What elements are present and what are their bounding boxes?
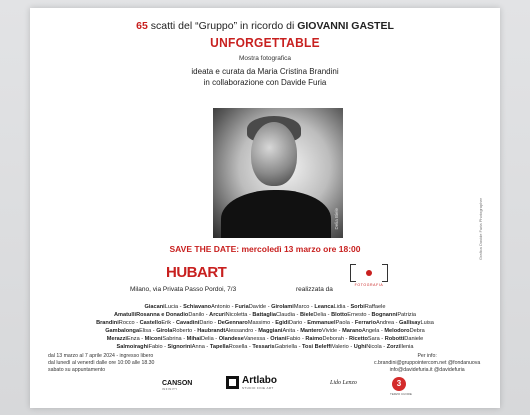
exhibition-dates [48, 353, 154, 374]
photographer-name: SignoriniAnna [167, 344, 205, 351]
photographer-name: Tosi BeleffiValerio [302, 344, 349, 351]
photographer-name: ManteroVivide [300, 328, 338, 335]
photographer-name: MelodoroDebra [384, 328, 425, 335]
photographer-name: FuriaDavide [235, 304, 267, 310]
photographer-name: GiacaniLucia [144, 304, 179, 310]
names-row: GiacaniLucia - SchiavanoAntonio - FuriaDavide - GirolamiMarco - LeancaLidia - SorbiRaffaele [144, 304, 386, 310]
realizzata-label: realizzata da [296, 286, 333, 293]
names-row: MerazziEnza - MiconiSabrina - MihaiDelia - OlandeseVanessa - OrianiFabio - RaimoDeborah - RicettoSara - RobottiDaniele [106, 336, 424, 343]
photographer-name: GambalongaElisa [105, 328, 152, 335]
photographer-name: EgidiDario [275, 320, 303, 327]
dates-line-3: sabato su appuntamento [48, 367, 106, 373]
photographer-name: LeancaLidia [314, 304, 346, 310]
portrait-photo [213, 108, 343, 238]
photographer-name: RaimoDeborah [305, 336, 344, 343]
curator-line: ideata e curata da Maria Cristina Brandini [191, 67, 339, 76]
title-middle: scatti del “Gruppo” in ricordo di [147, 20, 298, 32]
artlabo-mark-icon [226, 376, 239, 389]
photographer-name: FerrarioAndrea [354, 320, 395, 327]
photographer-name: MiconiSabrina [144, 336, 182, 343]
photographer-name: GirolamiMarco [271, 304, 310, 310]
photographer-name: OlandeseVanessa [218, 336, 266, 343]
portrait-body [221, 190, 331, 238]
photographer-name: MerazziEnza [106, 336, 140, 343]
photographer-name: HaubrandtAlessandro [197, 328, 254, 335]
photographer-name: MihaiDelia [186, 336, 214, 343]
fotografia-logo-text: FOTOGRAFIA [354, 283, 384, 287]
info-line-1: c.brandini@gruppointercom.net @fondanuova [374, 360, 481, 366]
photographer-name: ZorziIlenia [386, 344, 414, 351]
photographer-name: TapellaRosella [209, 344, 248, 351]
fotografia-logo [350, 264, 388, 288]
photographer-name: MaranoAngela [342, 328, 380, 335]
exhibition-title: UNFORGETTABLE [210, 35, 320, 50]
photographer-name: MaggianiAnita [258, 328, 296, 335]
dates-line-1: dal 13 marzo al 7 aprile 2024 - ingresso libero [48, 353, 154, 359]
hubart-logo: HUBART [166, 264, 227, 281]
terzo-cuore-logo [390, 377, 412, 397]
photo-credit: Delia Biele [334, 208, 339, 230]
terzo-cuore-label: TERZO CUORE [390, 392, 412, 396]
honoree-name: GIOVANNI GASTEL [297, 20, 394, 32]
heart-icon: 3 [392, 377, 406, 391]
info-label: Per info: [417, 353, 437, 359]
photographer-name: GirolaRoberto [156, 328, 193, 335]
dates-line-2: dal lunedì al venerdì dalle ore 10:00 alle 18.30 [48, 360, 155, 366]
canson-logo [162, 380, 192, 391]
bracket-right-icon [382, 264, 388, 282]
contact-info [374, 353, 480, 374]
portrait-head [251, 122, 297, 186]
photographer-name: RobottiDaniele [384, 336, 424, 343]
photographer-name: GallisayLuisa [399, 320, 434, 327]
names-row: BrandiniRocco - CastelloErik - CavadiniDario - DeGennaroMassimo - EgidiDario - EmmanuelPaola - FerrarioAndrea - GallisayLuisa [96, 320, 434, 327]
shot-count: 65 [136, 20, 148, 32]
photographer-name: EmmanuelPaola [307, 320, 350, 327]
photographers-list [52, 303, 478, 352]
photographer-name: AmatulliRosanna e DonadioDanilo [114, 312, 205, 319]
names-row: SalmoiraghiFabio - SignoriniAnna - TapellaRosella - TessarisGabriella - Tosi BeleffiValerio - UghiNicola - ZorziIlenia [116, 344, 414, 351]
red-dot-icon [366, 270, 372, 276]
photographer-name: SorbiRaffaele [350, 304, 386, 310]
save-the-date: SAVE THE DATE: mercoledì 13 marzo ore 18:00 [169, 244, 361, 254]
venue-address: Milano, via Privata Passo Pordoi, 7/3 [130, 286, 237, 293]
photographer-name: TessarisGabriella [252, 344, 298, 351]
photographer-name: BrandiniRocco [96, 320, 135, 327]
photographer-name: OrianiFabio [270, 336, 301, 343]
photographer-name: CastelloErik [139, 320, 172, 327]
photographer-name: DeGennaroMassimo [217, 320, 271, 327]
photographer-name: BognanniPatrizia [371, 312, 416, 319]
bracket-left-icon [350, 264, 356, 282]
photographer-name: BieleDelia [299, 312, 327, 319]
invitation-card [30, 8, 500, 408]
photographer-name: BattagliaClaudia [252, 312, 295, 319]
photographer-name: UghiNicola [353, 344, 382, 351]
collaboration-line: in collaborazione con Davide Furia [203, 78, 327, 87]
photographer-name: SalmoiraghiFabio [116, 344, 163, 351]
photographer-name: CavadiniDario [176, 320, 213, 327]
lab-logo: Lido Lenzo [330, 380, 357, 386]
exhibition-subtitle: Mostra fotografica [238, 55, 292, 62]
names-row: GambalongaElisa - GirolaRoberto - HaubrandtAlessandro - MaggianiAnita - ManteroVivide - MaranoAngela - MelodoroDebra [105, 328, 425, 335]
photographer-name: ArcuriNicoletta [209, 312, 248, 319]
info-line-2: info@davidefuria.it @davidefuria [389, 367, 465, 373]
names-row: AmatulliRosanna e DonadioDanilo - ArcuriNicoletta - BattagliaClaudia - BieleDelia - BlottoErnesto - BognanniPatrizia [114, 312, 416, 319]
photographer-name: SchiavanoAntonio [183, 304, 231, 310]
invitation-title [30, 20, 500, 32]
artlabo-logo-sub: STUDIO FINE ART [242, 386, 274, 390]
photographer-name: RicettoSara [348, 336, 380, 343]
graphic-credit: Grafica Davide Furia Photographer [478, 198, 483, 261]
canson-logo-text: CANSON [162, 380, 193, 387]
photographer-name: BlottoErnesto [331, 312, 367, 319]
canson-logo-sub: INFINITY [162, 387, 178, 391]
artlabo-logo-text: Artlabo [242, 375, 277, 386]
